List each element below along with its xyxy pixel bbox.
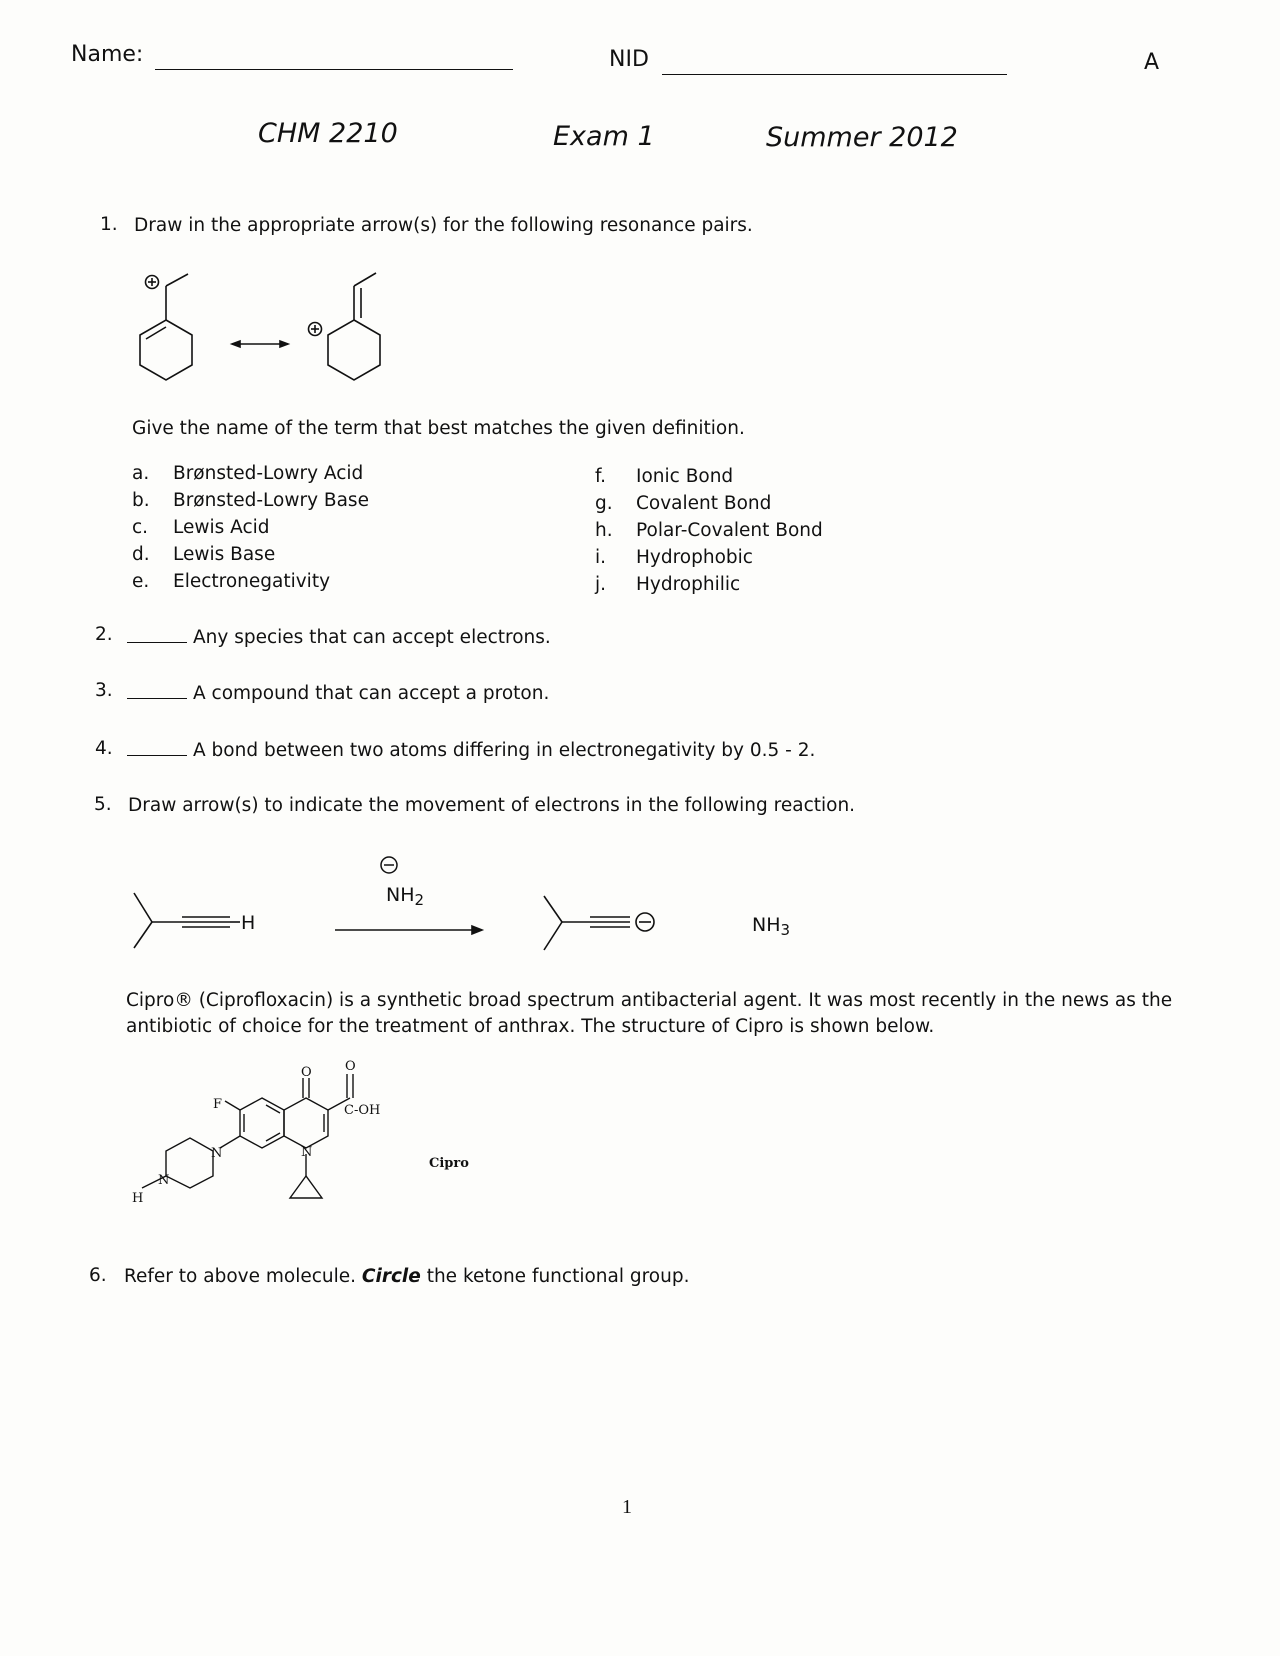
q5-text: Draw arrow(s) to indicate the movement of electrons in the following reaction. xyxy=(128,795,856,816)
nid-label: NID xyxy=(609,47,649,72)
cipro-label: Cipro xyxy=(429,1156,469,1171)
term-item xyxy=(595,544,823,571)
q1-text: Draw in the appropriate arrow(s) for the following resonance pairs. xyxy=(134,215,753,236)
term-text: Lewis Acid xyxy=(173,517,270,538)
page-number: 1 xyxy=(622,1496,632,1518)
resonance-left-molecule xyxy=(140,274,192,380)
term-letter: h. xyxy=(595,520,613,541)
exam-term: Summer 2012 xyxy=(766,122,958,153)
term-letter: a. xyxy=(132,463,150,484)
product-acetylide xyxy=(544,896,654,950)
term-letter: d. xyxy=(132,544,150,565)
term-item xyxy=(595,463,823,490)
term-item xyxy=(595,517,823,544)
name-label: Name: xyxy=(71,42,144,67)
term-text: Brønsted-Lowry Acid xyxy=(173,463,364,484)
atom-n-piperazine: N xyxy=(211,1146,223,1161)
reaction-arrow xyxy=(335,926,482,934)
q6-number: 6. xyxy=(89,1265,107,1286)
reagent-anion-symbol xyxy=(381,857,397,873)
term-text: Covalent Bond xyxy=(636,493,772,514)
term-item xyxy=(132,487,369,514)
course-code: CHM 2210 xyxy=(258,118,398,149)
atom-o-ketone: O xyxy=(301,1065,312,1080)
term-item xyxy=(132,541,369,568)
q4-row xyxy=(127,740,815,761)
q2-row xyxy=(127,627,551,648)
term-letter: f. xyxy=(595,466,607,487)
term-item xyxy=(132,514,369,541)
reactant-alkyne xyxy=(134,893,240,948)
atom-n-ring: N xyxy=(301,1145,313,1160)
q1-number: 1. xyxy=(100,214,118,235)
q2-text: Any species that can accept electrons. xyxy=(193,627,551,648)
q4-number: 4. xyxy=(95,738,113,759)
term-item xyxy=(132,460,369,487)
term-text: Electronegativity xyxy=(173,571,331,592)
product-nh3: $NH_3$ xyxy=(752,914,791,939)
q4-text: A bond between two atoms differing in electronegativity by 0.5 - 2. xyxy=(193,740,816,761)
term-text: Brønsted-Lowry Base xyxy=(173,490,369,511)
term-item xyxy=(132,568,369,595)
reactant-h-label: H xyxy=(241,912,256,934)
q6-text-before: Refer to above molecule. xyxy=(124,1266,357,1287)
term-letter: b. xyxy=(132,490,150,511)
exam-name: Exam 1 xyxy=(553,121,655,152)
atom-n-amine: N xyxy=(158,1173,170,1188)
reaction-scheme xyxy=(120,848,820,958)
term-text: Lewis Base xyxy=(173,544,276,565)
atom-h: H xyxy=(132,1191,144,1206)
cipro-paragraph: Cipro® (Ciprofloxacin) is a synthetic broad spectrum antibacterial agent. It was most recently in the news as the antibiotic of choice for the treatment of anthrax. The structure of Cipro is shown below. xyxy=(126,990,1173,1037)
resonance-structures xyxy=(120,262,420,387)
q3-text: A compound that can accept a proton. xyxy=(193,683,550,704)
atom-o-acid: O xyxy=(345,1059,356,1074)
term-letter: j. xyxy=(595,574,607,595)
q3-answer-blank[interactable] xyxy=(127,698,187,699)
q3-row xyxy=(127,683,549,704)
resonance-arrow xyxy=(232,341,288,347)
term-item xyxy=(595,571,823,598)
term-text: Polar-Covalent Bond xyxy=(636,520,823,541)
exam-version: A xyxy=(1144,50,1160,75)
matching-instruction: Give the name of the term that best matches the given definition. xyxy=(132,418,745,439)
cipro-structure xyxy=(110,1058,490,1238)
carboxyl-label: C-OH xyxy=(344,1103,381,1118)
term-text: Hydrophobic xyxy=(636,547,753,568)
q6-text-after: the ketone functional group. xyxy=(426,1266,690,1287)
atom-f: F xyxy=(213,1097,223,1112)
nid-field[interactable] xyxy=(662,74,1007,75)
q4-answer-blank[interactable] xyxy=(127,755,187,756)
q3-number: 3. xyxy=(95,680,113,701)
term-text: Hydrophilic xyxy=(636,574,741,595)
q2-answer-blank[interactable] xyxy=(127,642,187,643)
term-letter: g. xyxy=(595,493,613,514)
name-field[interactable] xyxy=(155,69,513,70)
resonance-right-molecule xyxy=(309,273,381,380)
q6-text xyxy=(124,1266,689,1287)
term-letter: e. xyxy=(132,571,150,592)
q2-number: 2. xyxy=(95,624,113,645)
q5-number: 5. xyxy=(94,794,112,815)
term-item xyxy=(595,490,823,517)
reagent-nh2: $NH_2$ xyxy=(386,884,425,909)
term-letter: i. xyxy=(595,547,607,568)
terms-left-column xyxy=(132,460,369,595)
term-text: Ionic Bond xyxy=(636,466,734,487)
terms-right-column xyxy=(595,463,823,598)
q6-emphasis: Circle xyxy=(361,1266,421,1287)
term-letter: c. xyxy=(132,517,149,538)
